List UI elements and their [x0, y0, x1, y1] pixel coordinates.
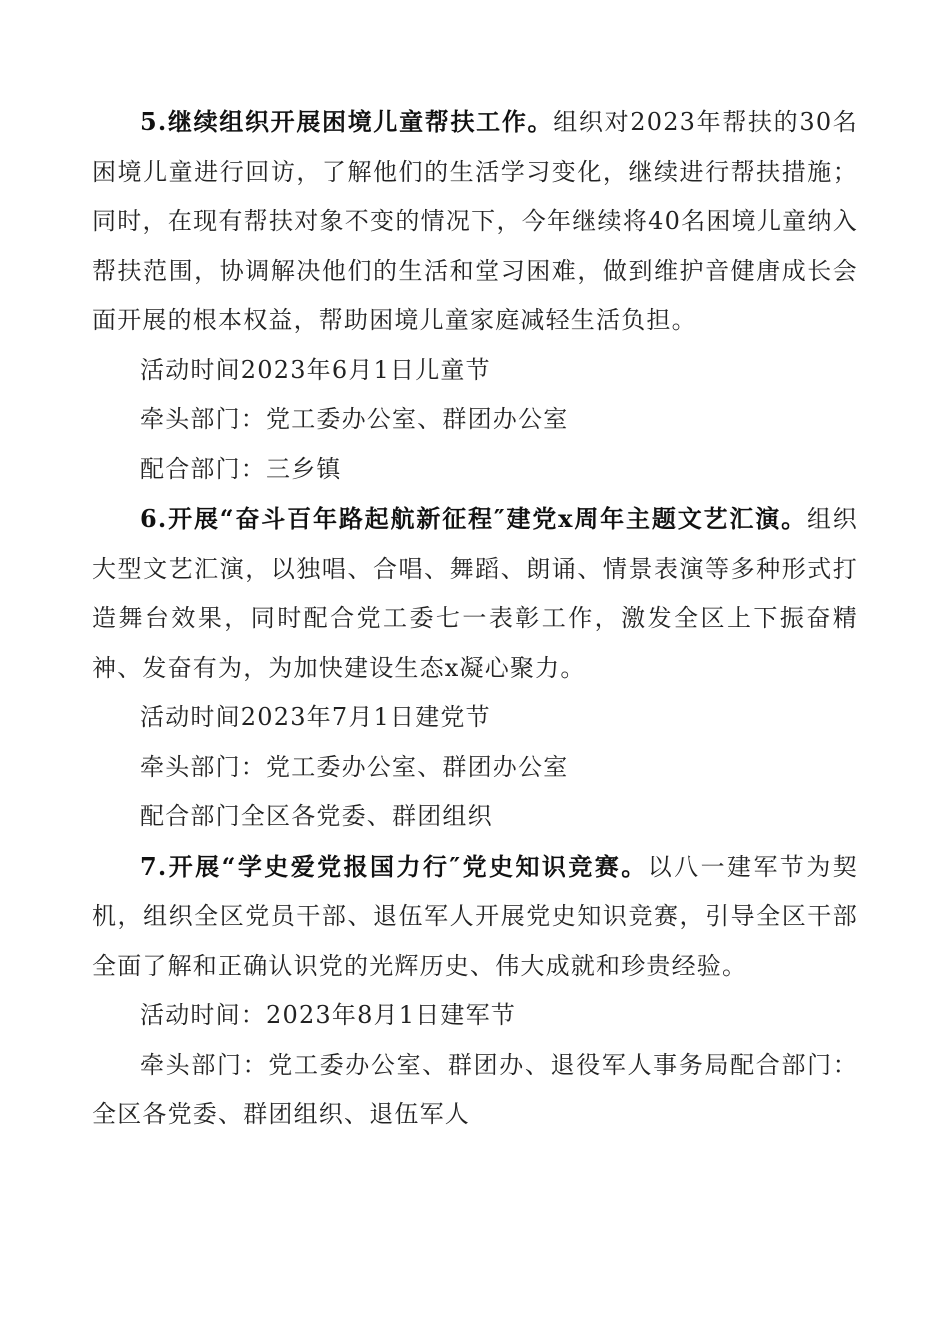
section-5-paragraph [92, 97, 858, 346]
document-page [92, 97, 858, 1140]
section-5-lead-dept: 牵头部门：党工委办公室、群团办公室 [140, 405, 569, 433]
section-6-coop-dept: 配合部门全区各党委、群团组织 [140, 802, 493, 830]
section-7-paragraph [92, 842, 858, 992]
section-7-time: 活动时间：2023年8月1日建军节 [140, 1001, 517, 1029]
section-6-heading: 6.开展“奋斗百年路起航新征程″建党x周年主题文艺汇演。 [140, 504, 807, 533]
section-6-time: 活动时间2023年7月1日建党节 [140, 703, 491, 731]
section-7-lead-coop-dept: 牵头部门：党工委办公室、群团办、退役军人事务局配合部门：全区各党委、群团组织、退伍军人 [92, 1050, 858, 1128]
section-6-lead-dept: 牵头部门：党工委办公室、群团办公室 [140, 752, 569, 781]
section-7-body: 以八一建军节为契机，组织全区党员干部、退伍军人开展党史知识竞赛，引导全区干部全面了解和正确认识党的光辉历史、伟大成就和珍贵经验。 [92, 852, 859, 980]
section-5-body: 组织对2023年帮扶的30名困境儿童进行回访，了解他们的生活学习变化，继续进行帮扶措施；同时，在现有帮扶对象不变的情况下，今年继续将40名困境儿童纳入帮扶范围，协调解决他们的生活和堂习困难，做到维护音健唐成长会面开展的根本权益，帮助困境儿童家庭减轻生活负担。 [92, 108, 858, 334]
section-7-heading: 7.开展“学史爱党报国力行″党史知识竞赛。 [140, 851, 648, 881]
section-6-body: 组织大型文艺汇演，以独唱、合唱、舞蹈、朗诵、情景表演等多种形式打造舞台效果，同时配合党工委七一表彰工作，激发全区上下振奋精神、发奋有为，为加快建设生态x凝心聚力。 [92, 505, 858, 682]
section-5-time: 活动时间2023年6月1日儿童节 [140, 355, 491, 384]
section-6-paragraph [92, 494, 858, 693]
section-5-heading: 5.继续组织开展困境儿童帮扶工作。 [140, 107, 554, 136]
section-5-coop-dept: 配合部门：三乡镇 [140, 454, 342, 483]
